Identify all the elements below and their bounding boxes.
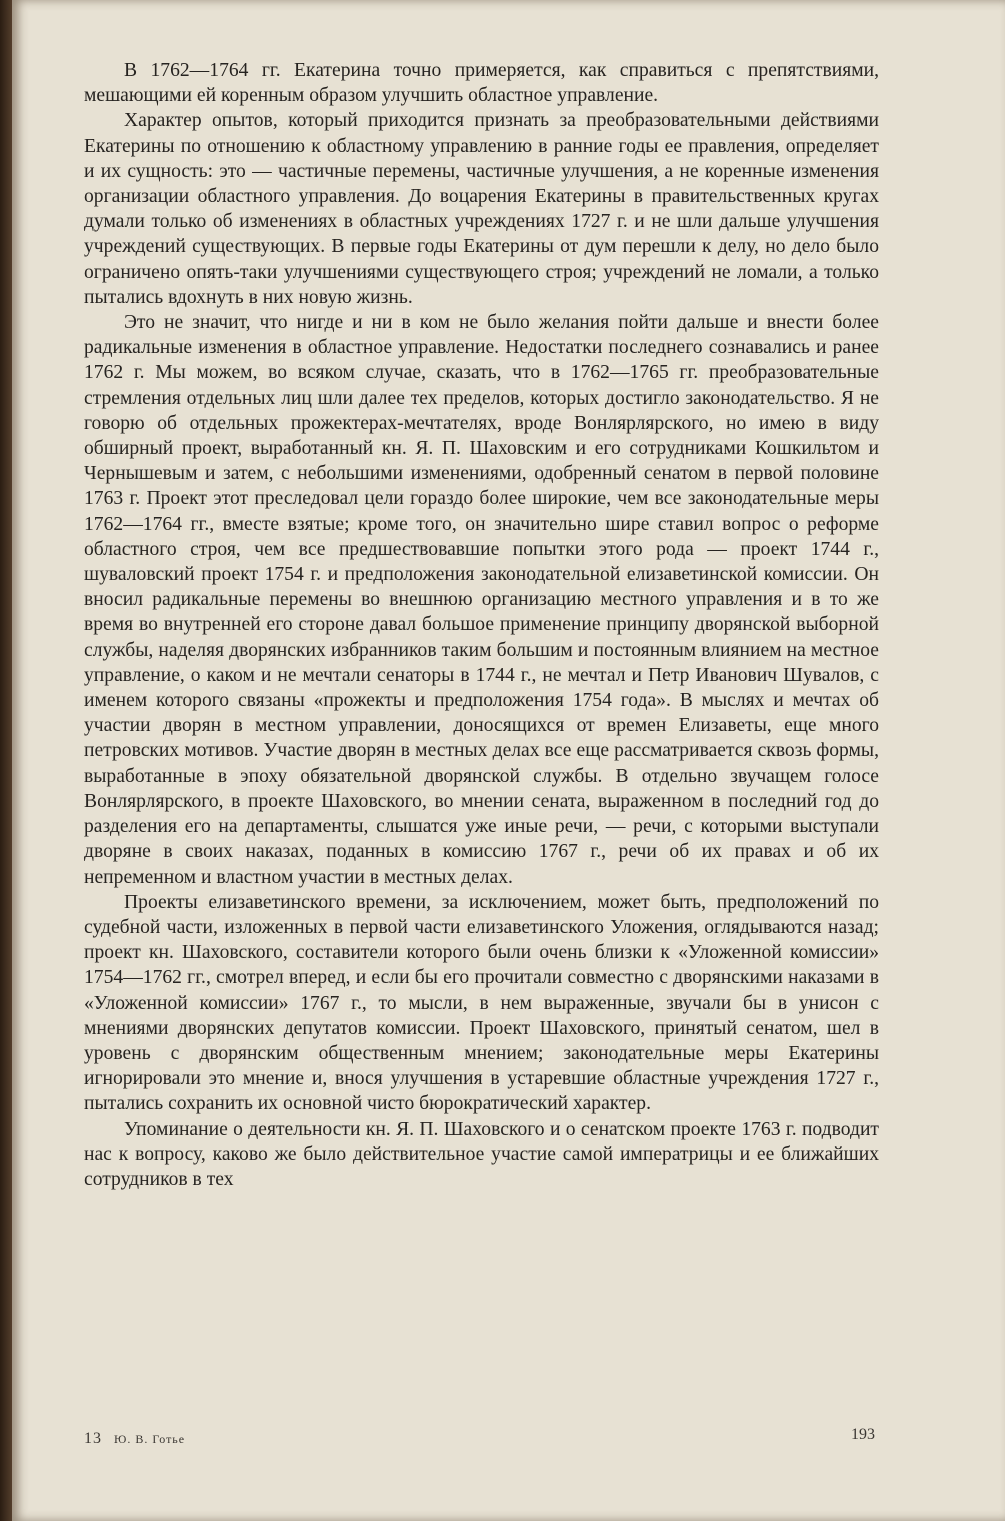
page-number: 193: [851, 1426, 875, 1443]
paragraph: Это не значит, что нигде и ни в ком не было желания пойти дальше и внести более радикальные изменения в областное управление. Недостатки последнего сознавались и ранее 1762 г. Мы можем, во всяком случае, сказать, что в 1762—1765 гг. преобразовательные стремления отдельных лиц шли далее тех пределов, которых достигло законодательство. Я не говорю об отдельных прожектерах-мечтателях, вроде Вонлярлярского, но имею в виду обширный проект, выработанный кн. Я. П. Шаховским и его сотрудниками Кошкильтом и Чернышевым и затем, с небольшими изменениями, одобренный сенатом в первой половине 1763 г. Проект этот преследовал цели гораздо более широкие, чем все законодательные меры 1762—1764 гг., вместе взятые; кроме того, он значительно шире ставил вопрос о реформе областного строя, чем все предшествовавшие попытки этого рода — проект 1744 г., шуваловский проект 1754 г. и предположения законодательной елизаветинской комиссии. Он вносил радикальные перемены во внешнюю организацию местного управления и в то же время во внутренней его стороне давал большое применение принципу дворянской выборной службы, наделяя дворянских избранников таким большим и постоянным влиянием на местное управление, о каком и не мечтали сенаторы в 1744 г., не мечтал и Петр Иванович Шувалов, с именем которого связаны «прожекты и предположения 1754 года». В мыслях и мечтах об участии дворян в местном управлении, доносящихся от времен Елизаветы, еще много петровских мотивов. Участие дворян в местных делах все еще рассматривается сквозь формы, выработанные в эпоху обязательной дворянской службы. В отдельно звучащем голосе Вонлярлярского, в проекте Шаховского, во мнении сената, выраженном в последний год до разделения его на департаменты, слышатся уже иные речи, — речи, с которыми выступали дворяне в своих наказах, поданных в комиссию 1767 г., речи об их правах и об их непременном и властном участии в местных делах.: [84, 312, 879, 888]
page-footer: [84, 1426, 879, 1458]
paragraph: Упоминание о деятельности кн. Я. П. Шаховского и о сенатском проекте 1763 г. подводит нас к вопросу, каково же было действительное участие самой императрицы и ее ближайших сотрудников в тех: [84, 1118, 879, 1190]
paragraph: В 1762—1764 гг. Екатерина точно примеряется, как справиться с препятствиями, мешающими ей коренным образом улучшить областное управление.: [84, 60, 879, 107]
book-page: [12, 0, 1005, 1521]
paragraph: Проекты елизаветинского времени, за исключением, может быть, предположений по судебной части, изложенных в первой части елизаветинского Уложения, оглядываются назад; проект кн. Шаховского, составители которого были очень близки к «Уложенной комиссии» 1754—1762 гг., смотрел вперед, и если бы его прочитали совместно с дворянскими наказами в «Уложенной комиссии» 1767 г., то мысли, в нем выраженные, звучали бы в унисон с мнениями дворянских депутатов комиссии. Проект Шаховского, принятый сенатом, шел в уровень с дворянским общественным мнением; законодательные меры Екатерины игнорировали это мнение и, внося улучшения в устаревшие областные учреждения 1727 г., пытались сохранить их основной чисто бюрократический характер.: [84, 891, 879, 1115]
author-name: Ю. В. Готье: [114, 1432, 186, 1446]
signature-mark: 13: [84, 1430, 102, 1447]
body-text: [84, 58, 879, 1192]
paragraph: Характер опытов, который приходится признать за преобразовательными действиями Екатерины по отношению к областному управлению в ранние годы ее правления, определяет и их сущность: это — частичные перемены, частичные улучшения, а не коренные изменения организации областного управления. До воцарения Екатерины в правительственных кругах думали только об изменениях в областных учреждениях 1727 г. и не шли дальше улучшения учреждений существующих. В первые годы Екатерины от дум перешли к делу, но дело было ограничено опять-таки улучшениями существующего строя; учреждений не ломали, а только пытались вдохнуть в них новую жизнь.: [84, 110, 879, 308]
